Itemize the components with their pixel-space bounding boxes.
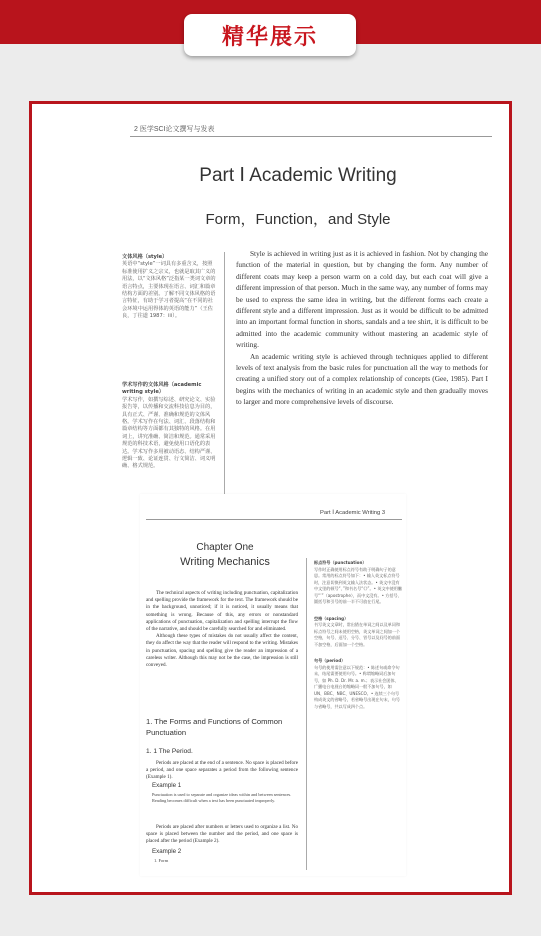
book-page-left xyxy=(100,112,496,502)
margin-note-text: 书写英文文章时，常出错在单词之间以及单词和标点符号之间未使用空格，英文单词之间加一个空格，句号、逗号、分号、冒号以及问号的前面不加空格，后面加一个空格。 xyxy=(314,622,400,647)
part-title: Part Ⅰ Academic Writing xyxy=(199,165,397,186)
paragraph: The technical aspects of writing including punctuation, capitalization and spelling provide the framework for the text. The framework should be in the background, unnoticed; if it is noticed, it usually means that something is wrong. Because of this, any errors or nonstandard applications of punctuation, capitalization and spelling interrupt the flow of the narrative, and should be carefully searched for and eliminated. xyxy=(146,590,298,633)
margin-note-text: 写作时正确使用标点符号有助于明确句子的意思。常用的标点符号如下：• 输入英文标点符号时，注意切换到英文输入法状态。• 英文中没有中文里的顿号“、”和书名号“《》”。• 英文中使用撇号“’”（apostrophe），而中文没有。• 方括号、圆括号和引号的前一半不可放在行尾。 xyxy=(314,566,402,604)
paragraph: Periods are placed at the end of a sentence. No space is placed before a period, and one space separates a period from the following sentence (Example 1). xyxy=(146,760,298,781)
section-title-badge xyxy=(184,14,356,56)
body-text xyxy=(146,760,298,782)
section-title: 精华展示 xyxy=(221,24,318,50)
book-page-right xyxy=(140,494,406,876)
example-text: Punctuation is used to separate and organize ideas within and between sentences. Reading becomes difficult when a text has been punctuated improperly. xyxy=(152,792,292,804)
margin-note-heading: 空格（spacing） xyxy=(314,615,349,621)
paragraph: Periods are placed after numbers or letters used to organize a list. No space is placed between the number and the period, and one space is placed after the period (Example 2). xyxy=(146,824,298,845)
margin-note-text: 学术写作，如撰写综述、研究论文、实验报告等，以传播和交流科技信息为目的，具有正式、严谨、准确和规范的文体风格。学术写作在句法、词汇、段落结构和篇章结构等方面都有其独特的风格。在用词上，讲究准确、简洁和规范。通常采用规范的科技术语，避免使用口语化的表达。学术写作多用被动语态、结构严谨、逻辑一致、论证连贯、行文简洁、词义明确、格式规范。 xyxy=(122,396,216,470)
body-text xyxy=(236,248,488,408)
column-divider xyxy=(306,558,307,870)
section-heading: 1. The Forms and Functions of Common Punctuation xyxy=(146,717,283,737)
paragraph: An academic writing style is achieved through techniques applied to different levels of text analysis from the basic rules for punctuation all the way to methods for creating a unified story out of a complex relationship of concepts (Gee, 1985). Part I begins with the mechanics of writing in an academic style and then gradually moves to larger and more comprehensive levels of discourse. xyxy=(236,351,488,407)
margin-note-text: 英语中“style”一词具有多重含义，按照标准使用扩义之宗义，也就是取其广义的用法，以“文体风格”泛指某一类词文章的语言特点，主要体现在语言、词汇和篇章结构方面的差别。了解不同文体风格的语言特征，有助于学习者提高“在不同的社会环境中运用得体的英语的能力”（王佐良，丁往道 1987：iii）。 xyxy=(122,261,216,320)
margin-notes xyxy=(314,560,402,710)
column-divider xyxy=(224,252,225,494)
header-rule xyxy=(146,519,402,520)
example-label: Example 2 xyxy=(152,848,182,855)
running-head: 2 医学SCI论文撰写与发表 xyxy=(134,126,215,133)
example-label: Example 1 xyxy=(152,782,182,789)
paragraph: Style is achieved in writing just as it is achieved in fashion. Not by changing the function of the material in question, but by changing the form. Any number of different coats may keep a person warm on a cold day, but each coat will give a different impression of that person. Much in the same way, any number of forms may be used to express the same idea in writing, but the different forms each create a different style and a different impression. Just as it would be difficult to be admitted into an important formal function in shorts, sandals and a tee shirt, it is difficult to be admitted into the academic community without mastering an academic style of writing. xyxy=(236,249,488,350)
running-head: Part Ⅰ Academic Writing 3 xyxy=(320,510,386,516)
chapter-title: Writing Mechanics xyxy=(180,556,270,568)
subsection-heading: 1. 1 The Period. xyxy=(146,748,193,755)
header-rule xyxy=(130,136,492,137)
margin-note-style xyxy=(122,254,216,321)
margin-note-heading: 文体风格（style） xyxy=(122,254,168,260)
margin-note-academic-style xyxy=(122,382,216,471)
paragraph: Although these types of mistakes do not usually affect the content, they do affect the way that the reader will respond to the writing. Mistakes in punctuation, spacing and spelling give the reader an impression of a careless writer. Although this may not be the case, the impression is still conveyed. xyxy=(146,633,298,669)
margin-note-heading: 句号（period） xyxy=(314,658,346,663)
margin-note-heading: 标点符号（punctuation） xyxy=(314,560,367,565)
part-subtitle: Form，Function，and Style xyxy=(205,211,391,228)
margin-note-text: 句号的使用需注意以下规范：• 陈述句或命令句末，结尾需要使用句号。• 称谓缩略词后加句号，如 Ph. D. Dr. Mr. a. m.；表示社会团体、广播电台电视台的缩略词一般不加句号，如 UN、BBC、NBC、UNESCO。• 连续三个句号构成英文的省略号，若省略号出现在句末，句号与省略号，共以写成四个点。 xyxy=(314,664,400,709)
chapter-label: Chapter One xyxy=(196,542,254,553)
body-text xyxy=(146,590,298,669)
body-text xyxy=(146,824,298,846)
margin-note-heading: 学术写作的文体风格（academic writing style） xyxy=(122,382,202,396)
example-text: 1. Form xyxy=(154,858,169,863)
